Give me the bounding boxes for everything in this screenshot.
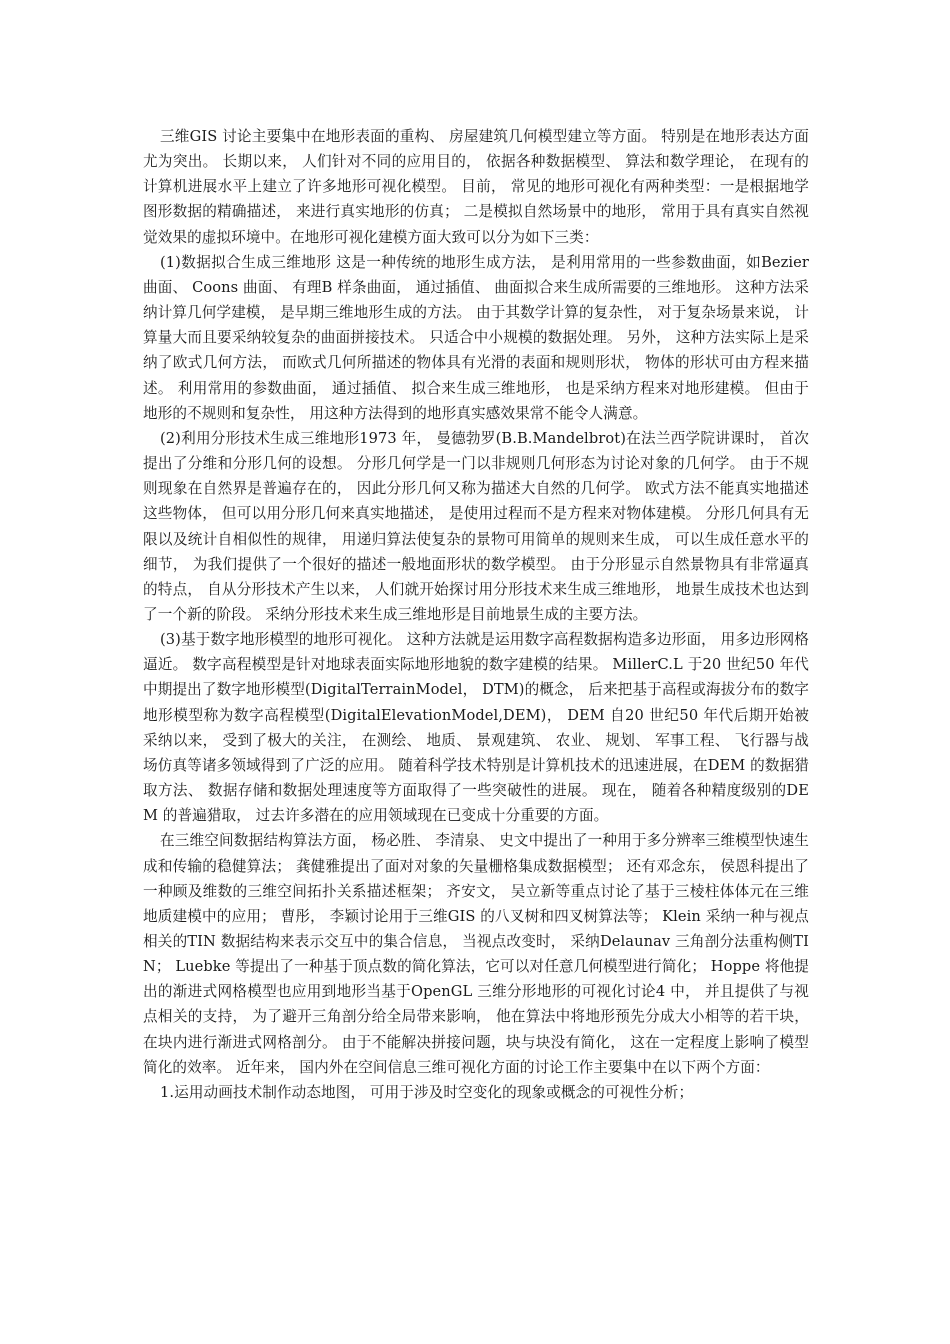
document-body [143, 124, 809, 1105]
paragraph-data-structures: 在三维空间数据结构算法方面， 杨必胜、 李清泉、 史文中提出了一种用于多分辨率三维模型快速生成和传输的稳健算法； 龚健雅提出了面对对象的矢量栅格集成数据模型； 还有邓念东， 侯恩科提出了一种顾及维数的三维空间拓扑关系描述框架； 齐安文， 吴立新等重点讨论了基于三棱柱体体元在三维地质建模中的应用； 曹彤， 李颖讨论用于三维GIS 的八叉树和四叉树算法等； Klein 采纳一种与视点相关的TIN 数据结构来表示交互中的集合信息， 当视点改变时， 采纳Delaunav 三角剖分法重构侧TIN； Luebke 等提出了一种基于顶点数的简化算法，它可以对任意几何模型进行简化； Hoppe 将他提出的渐进式网格模型也应用到地形当基于OpenGL 三维分形地形的可视化讨论4 中， 并且提供了与视点相关的支持， 为了避开三角剖分给全局带来影响， 他在算法中将地形预先分成大小相等的若干块， 在块内进行渐进式网格剖分。 由于不能解决拼接问题，块与块没有简化， 这在一定程度上影响了模型简化的效率。 近年来， 国内外在空间信息三维可视化方面的讨论工作主要集中在以下两个方面： [143, 832, 809, 1076]
paragraph-list-item-1: 1.运用动画技术制作动态地图， 可用于涉及时空变化的现象或概念的可视性分析； [160, 1083, 694, 1101]
paragraph-method-1: (1)数据拟合生成三维地形 这是一种传统的地形生成方法， 是利用常用的一些参数曲面，如Bezier 曲面、 Coons 曲面、 有理B 样条曲面， 通过插值、 曲面拟合来生成所需要的三维地形。 这种方法采纳计算几何学建模， 是早期三维地形生成的方法。 由于其数学计算的复杂性， 对于复杂场景来说， 计算量大而且要采纳较复杂的曲面拼接技术。 只适合中小规模的数据处理。 另外， 这种方法实际上是采纳了欧式几何方法， 而欧式几何所描述的物体具有光滑的表面和规则形状， 物体的形状可由方程来描述。 利用常用的参数曲面， 通过插值、 拟合来生成三维地形， 也是采纳方程来对地形建模。 但由于地形的不规则和复杂性， 用这种方法得到的地形真实感效果常不能令人满意。 [143, 253, 809, 422]
paragraph-method-3: (3)基于数字地形模型的地形可视化。 这种方法就是运用数字高程数据构造多边形面， 用多边形网格逼近。 数字高程模型是针对地球表面实际地形地貌的数字建模的结果。 MillerC.L 于20 世纪50 年代中期提出了数字地形模型(DigitalTerrainModel， DTM)的概念， 后来把基于高程或海拔分布的数字地形模型称为数字高程模型(DigitalElevationModel,DEM)， DEM 自20 世纪50 年代后期开始被采纳以来， 受到了极大的关注， 在测绘、 地质、 景观建筑、 农业、 规划、 军事工程、 飞行器与战场仿真等诸多领域得到了广泛的应用。 随着科学技术特别是计算机技术的迅速进展，在DEM 的数据猎取方法、 数据存储和数据处理速度等方面取得了一些突破性的进展。 现在， 随着各种精度级别的DEM 的普遍猎取， 过去许多潜在的应用领域现在已变成十分重要的方面。 [143, 631, 809, 825]
paragraph-method-2: (2)利用分形技术生成三维地形1973 年， 曼德勃罗(B.B.Mandelbrot)在法兰西学院讲课时， 首次提出了分维和分形几何的设想。 分形几何学是一门以非规则几何形态为讨论对象的几何学。 由于不规则现象在自然界是普遍存在的， 因此分形几何又称为描述大自然的几何学。 欧式方法不能真实地描述这些物体， 但可以用分形几何来真实地描述， 是使用过程而不是方程来对物体建模。 分形几何具有无限以及统计自相似性的规律， 用递归算法使复杂的景物可用简单的规则来生成， 可以生成任意水平的细节， 为我们提供了一个很好的描述一般地面形状的数学模型。 由于分形显示自然景物具有非常逼真的特点， 自从分形技术产生以来， 人们就开始探讨用分形技术来生成三维地形， 地景生成技术也达到了一个新的阶段。 采纳分形技术来生成三维地形是目前地景生成的主要方法。 [143, 429, 809, 623]
paragraph-intro: 三维GIS 讨论主要集中在地形表面的重构、 房屋建筑几何模型建立等方面。 特别是在地形表达方面尤为突出。 长期以来， 人们针对不同的应用目的， 依据各种数据模型、 算法和数学理论， 在现有的计算机进展水平上建立了许多地形可视化模型。 目前， 常见的地形可视化有两种类型：一是根据地学图形数据的精确描述， 来进行真实地形的仿真； 二是模拟自然场景中的地形， 常用于具有真实自然视觉效果的虚拟环境中。在地形可视化建模方面大致可以分为如下三类： [143, 128, 809, 246]
